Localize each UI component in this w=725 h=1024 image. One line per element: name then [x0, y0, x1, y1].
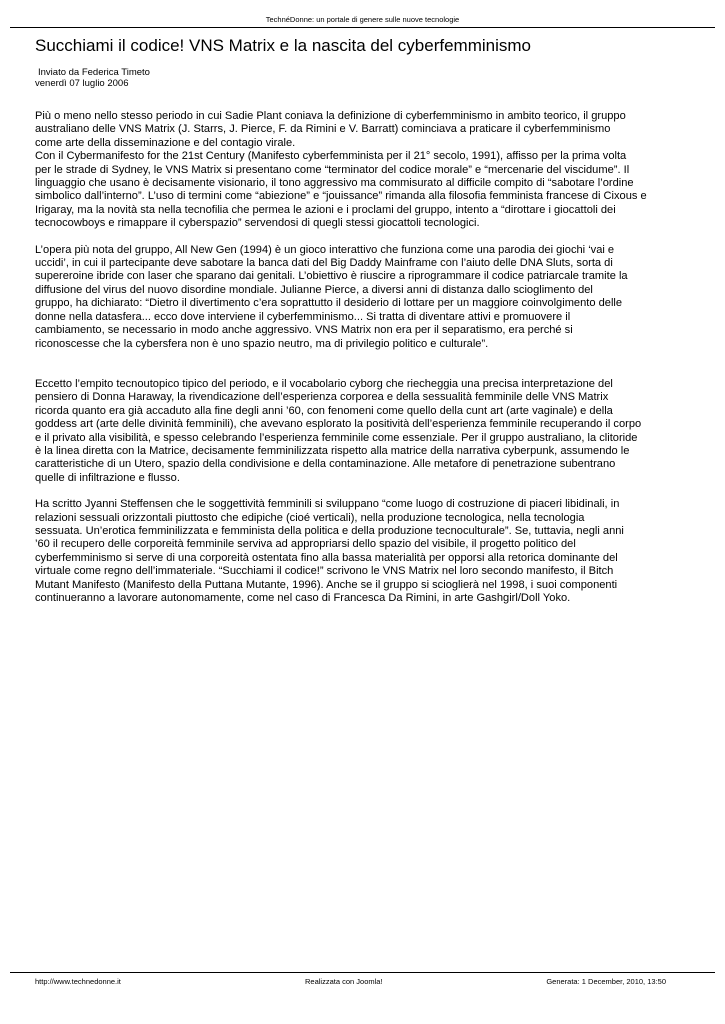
site-tagline: TechnéDonne: un portale di genere sulle nuove tecnologie	[265, 15, 460, 24]
paragraph-2: L’opera più nota del gruppo, All New Gen (1994) è un gioco interattivo che funziona come una parodia dei giochi ‘vai e uccidi’, in cui il partecipante deve sabotare la banca dati del Big Daddy Mainframe con l’aiuto delle DNA Sluts, sorta di supereroine ibride con laser che sparano dai genitali. L’obiettivo è riuscire a riprogrammare il codice patriarcale tramite la diffusione del virus del nuovo disordine mondiale. Julianne Pierce, a diversi anni di distanza dallo scioglimento del gruppo, ha dichiarato: “Dietro il divertimento c’era soprattutto il desiderio di lottare per un maggiore coinvolgimento delle donne nella datasfera... ecco dove interviene il cyberfemminismo... Si tratta di diventare attivi e promuovere il cambiamento, se necessario in modo anche aggressivo. VNS Matrix non era per il separatismo, era perché si riconoscesse che la cybersfera non è uno spazio neutro, ma di privilegio politico e culturale”.	[35, 243, 628, 350]
author-line: Inviato da Federica Timeto	[38, 67, 150, 78]
header-divider	[10, 27, 715, 28]
footer-generated-date: Generata: 1 December, 2010, 13:50	[546, 977, 666, 986]
paragraph-4: Ha scritto Jyanni Steffensen che le soggettività femminili si sviluppano “come luogo di costruzione di piaceri libidinali, in relazioni sessuali orizzontali piuttosto che edipiche (cioé verticali), nella produzione tecnologica, nella tecnologia sessuata. Un’erotica femminilizzata e femminista della politica e della produzione tecnoculturale”. Se, tuttavia, negli anni ’60 il recupero delle corporeità femminile serviva ad appropriarsi dello spazio del visibile, il progetto politico del cyberfemminismo si serve di una corporeità ostentata fino alla bassa materialità per opporsi alla retorica dominante del virtuale come regno dell’immateriale. “Succhiami il codice!” scrivono le VNS Matrix nel loro secondo manifesto, il Bitch Mutant Manifesto (Manifesto della Puttana Mutante, 1996). Anche se il gruppo si scioglierà nel 1998, i suoi componenti continueranno a lavorare autonomamente, come nel caso di Francesca Da Rimini, in arte Gashgirl/Doll Yoko.	[35, 498, 624, 604]
paragraph-3: Eccetto l’empito tecnoutopico tipico del periodo, e il vocabolario cyborg che riecheggia una precisa interpretazione del pensiero di Donna Haraway, la rivendicazione dell’esperienza corporea e della sessualità femminile delle VNS Matrix ricorda quanto era già accaduto alla fine degli anni ’60, con fenomeni come quello della cunt art (arte vaginale) e della goddess art (arte delle divinità femminili), che avevano esplorato la positività dell’esperienza femminile recuperando il corpo e il privato alla visibilità, e spesso celebrando l’esperienza femminile come essenziale. Per il gruppo australiano, la clitoride è la linea diretta con la Matrice, decisamente femminilizzata rispetto alla matrice della narrativa cyberpunk, assumendo le caratteristiche di un Utero, spazio della condivisione e della contaminazione. Alle metafore di penetrazione subentrano quelle di infiltrazione e flusso.	[35, 377, 642, 484]
site-footer	[35, 977, 666, 987]
article-title: Succhiami il codice! VNS Matrix e la nascita del cyberfemminismo	[35, 36, 532, 55]
footer-credit: Realizzata con Joomla!	[305, 977, 383, 986]
article-body	[35, 110, 711, 605]
paragraph-1: Più o meno nello stesso periodo in cui Sadie Plant coniava la definizione di cyberfemminismo in ambito teorico, il gruppo australiano delle VNS Matrix (J. Starrs, J. Pierce, F. da Rimini e V. Barratt) cominciava a praticare il cyberfemminismo come arte della disseminazione e del contagio virale. Con il Cybermanifesto for the 21st Century (Manifesto cyberfemminista per il 21° secolo, 1991), affisso per la prima volta per le strade di Sydney, le VNS Matrix si presentano come “terminator del codice morale” e “mercenarie del viscidume”. Il linguaggio che usano è decisamente visionario, il tono aggressivo ma commisurato al difficile compito di “sabotare l’ordine simbolico dall’interno”. L’uso di termini come “abiezione” e “jouissance” rimanda alla filosofia femminista francese di Cixous e Irigaray, ma la novità sta nella tecnofilia che permea le azioni e i proclami del gruppo, intento a “dirottare i giocattoli dei tecnocowboys e rimappare il cyberspazio” servendosi di quegli stessi giocattoli tecnologici.	[35, 110, 647, 230]
article-meta	[35, 67, 150, 89]
footer-divider	[10, 972, 715, 973]
footer-site-link[interactable]: http://www.technedonne.it	[35, 977, 121, 986]
publish-date: venerdì 07 luglio 2006	[35, 78, 129, 89]
